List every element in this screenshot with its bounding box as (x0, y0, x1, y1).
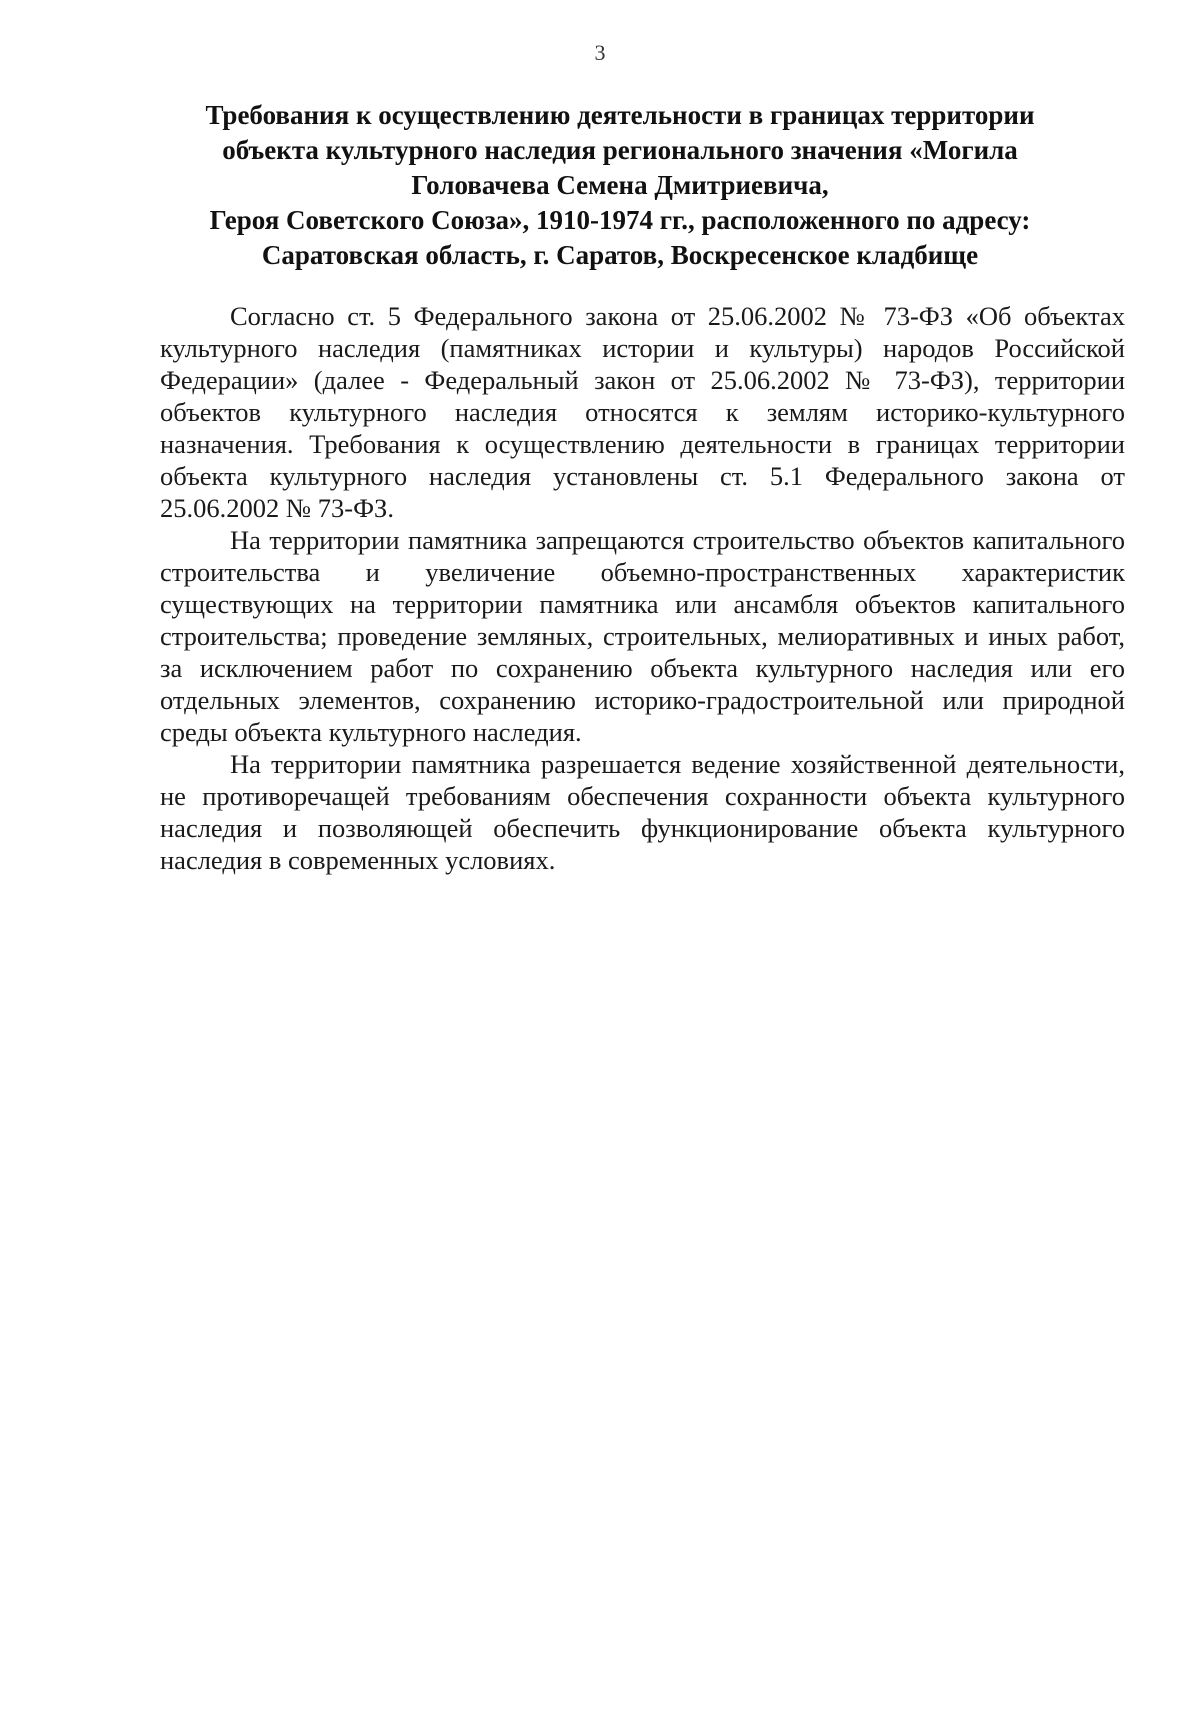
paragraph-permissions: На территории памятника разрешается ведение хозяйственной деятельности, не противоречащей требованиям обеспечения сохранности объекта культурного наследия и позволяющей обеспечить функционирование объекта культурного наследия в современных условиях. (160, 749, 1125, 875)
paragraph-legal-basis: Согласно ст. 5 Федерального закона от 25.06.2002 № 73-ФЗ «Об объектах культурного наследия (памятниках истории и культуры) народов Российской Федерации» (далее - Федеральный закон от 25.06.2002 № 73-ФЗ), территории объектов культурного наследия относятся к землям историко-культурного назначения. Требования к осуществлению деятельности в границах территории объекта культурного наследия установлены ст. 5.1 Федерального закона от 25.06.2002 № 73-ФЗ. (160, 301, 1125, 523)
document-heading (150, 98, 1090, 273)
heading-line: Головачева Семена Дмитриевича, (411, 170, 829, 200)
heading-line: объекта культурного наследия регионального значения «Могила (222, 135, 1018, 165)
page-number: 3 (594, 40, 606, 65)
document-body (160, 300, 1125, 876)
heading-line: Требования к осуществлению деятельности в границах территории (205, 100, 1035, 130)
paragraph-prohibitions: На территории памятника запрещаются строительство объектов капитального строительства и увеличение объемно-пространственных характеристик существующих на территории памятника или ансамбля объектов капитального строительства; проведение земляных, строительных, мелиоративных и иных работ, за исключением работ по сохранению объекта культурного наследия или его отдельных элементов, сохранению историко-градостроительной или природной среды объекта культурного наследия. (160, 525, 1125, 747)
heading-line: Саратовская область, г. Саратов, Воскресенское кладбище (261, 240, 979, 270)
heading-line: Героя Советского Союза», 1910-1974 гг., расположенного по адресу: (209, 205, 1031, 235)
